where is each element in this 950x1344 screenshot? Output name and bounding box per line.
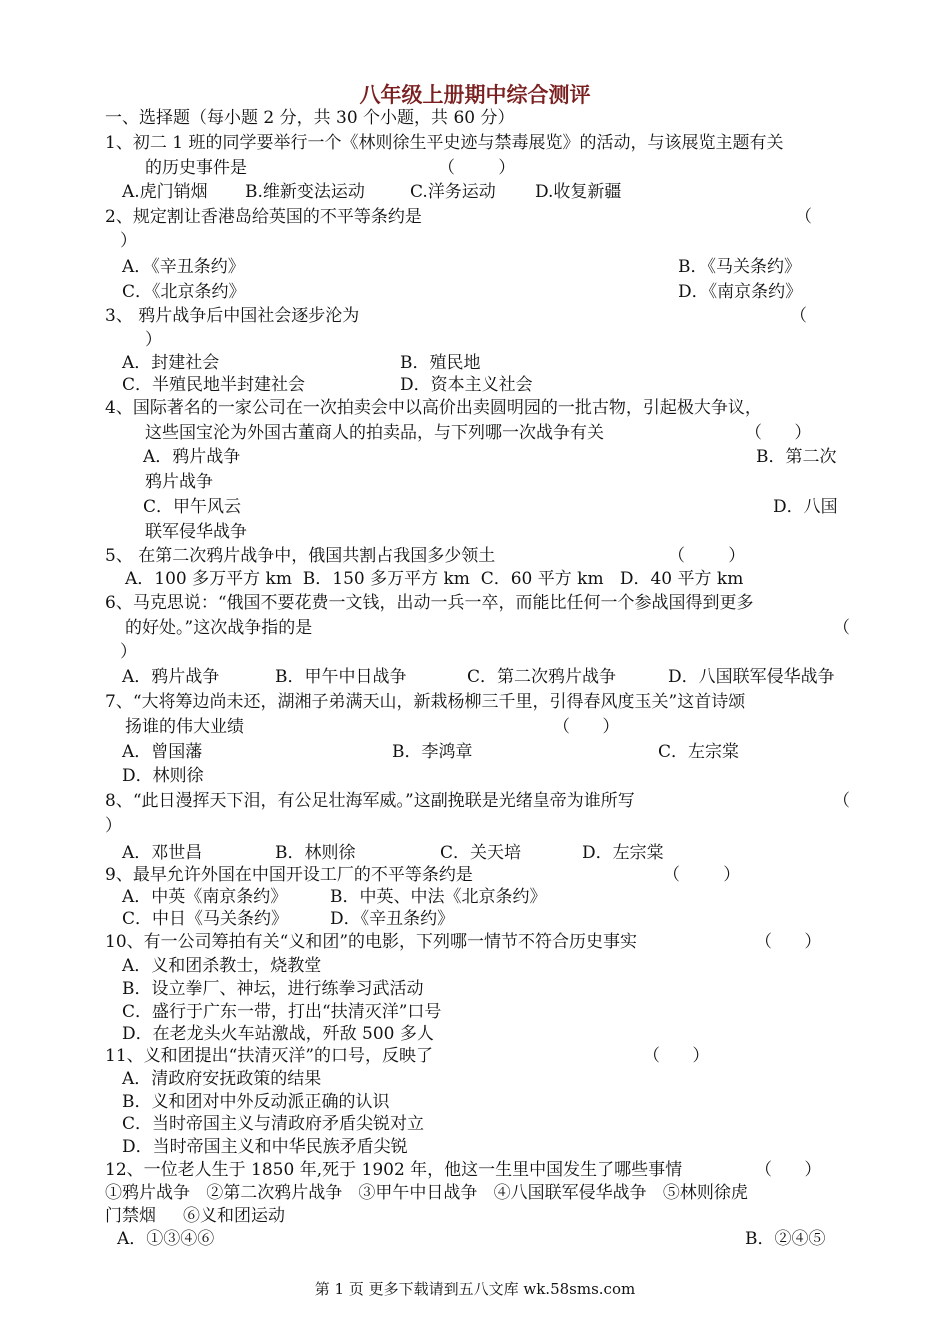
question-2-option-c: C．《北京条约》 (122, 282, 246, 302)
question-8-option-b: B．林则徐 (275, 843, 356, 863)
question-9-option-d: D．《辛丑条约》 (330, 909, 455, 929)
question-7-option-b: B．李鸿章 (392, 742, 473, 762)
question-11-option-d: D．当时帝国主义和中华民族矛盾尖锐 (122, 1137, 408, 1157)
question-4-line-1: 4、国际著名的一家公司在一次拍卖会中以高价出卖圆明园的一批古物，引起极大争议， (105, 398, 762, 418)
question-7-option-a: A．曾国藩 (122, 742, 203, 762)
question-4-option-a: A．鸦片战争 (143, 447, 241, 467)
question-8-option-a: A．邓世昌 (122, 843, 203, 863)
question-7-line-1: 7、“大将筹边尚未还，湖湘子弟满天山，新栽杨柳三千里，引得春风度玉关”这首诗颂 (105, 692, 746, 712)
answer-paren: （ ） (755, 932, 822, 952)
answer-paren: （ ） (438, 158, 516, 178)
answer-paren: （ ） (755, 1160, 822, 1180)
answer-paren-open: （ (833, 791, 850, 811)
question-10-option-d: D．在老龙头火车站激战，歼敌 500 多人 (122, 1024, 434, 1044)
page-title: 八年级上册期中综合测评 (359, 82, 591, 107)
question-6-option-a: A．鸦片战争 (122, 667, 220, 687)
question-6-line-2: 的好处。”这次战争指的是 (125, 618, 313, 638)
question-9-line-1: 9、最早允许外国在中国开设工厂的不平等条约是 (105, 865, 473, 885)
question-12-line-1: 12、一位老人生于 1850 年,死于 1902 年，他这一生里中国发生了哪些事情 (105, 1160, 683, 1180)
question-5-options: A．100 多万平方 km B．150 多万平方 km C．60 平方 km D．40 平方 km (125, 569, 744, 589)
page-footer: 第 1 页 更多下载请到五八文库 wk.58sms.com (314, 1280, 636, 1298)
question-3-option-d: D．资本主义社会 (400, 375, 533, 395)
question-1-line-2: 的历史事件是 (145, 158, 247, 178)
answer-paren-close: ） (105, 816, 122, 836)
question-7-option-d: D．林则徐 (122, 766, 204, 786)
question-8-option-d: D．左宗棠 (582, 843, 664, 863)
question-7-option-c: C．左宗棠 (658, 742, 740, 762)
question-11-option-a: A．清政府安抚政策的结果 (122, 1069, 322, 1089)
question-6-line-1: 6、马克思说：“俄国不要花费一文钱，出动一兵一卒，而能比任何一个参战国得到更多 (105, 593, 754, 613)
question-10-option-b: B．设立拳厂、神坛，进行练拳习武活动 (122, 979, 424, 999)
question-1-line-1: 1、初二 1 班的同学要举行一个《林则徐生平史迹与禁毒展览》的活动，与该展览主题有关 (105, 133, 784, 153)
answer-paren-close: ） (120, 231, 137, 251)
answer-paren-close: ） (120, 642, 137, 662)
question-8-line-1: 8、“此日漫挥天下泪，有公足壮海军威。”这副挽联是光绪皇帝为谁所写 (105, 791, 635, 811)
question-2-option-d: D．《南京条约》 (678, 282, 803, 302)
question-8-option-c: C．关天培 (440, 843, 522, 863)
answer-paren: （ ） (663, 865, 741, 885)
answer-paren-open: （ (795, 207, 812, 227)
question-2-option-b: B．《马关条约》 (678, 257, 801, 277)
question-10-option-c: C．盛行于广东一带，打出“扶清灭洋”口号 (122, 1002, 442, 1022)
question-3-line-1: 3、 鸦片战争后中国社会逐步沦为 (105, 306, 360, 326)
question-5-line-1: 5、 在第二次鸦片战争中，俄国共割占我国多少领土 (105, 546, 496, 566)
question-1-option-d: D.收复新疆 (535, 182, 622, 202)
question-12-line-3: 门禁烟 ⑥义和团运动 (105, 1206, 286, 1226)
answer-paren: （ ） (668, 546, 746, 566)
question-10-option-a: A．义和团杀教士，烧教堂 (122, 956, 322, 976)
question-11-option-c: C．当时帝国主义与清政府矛盾尖锐对立 (122, 1114, 425, 1134)
answer-paren-open: （ (833, 618, 850, 638)
question-10-line-1: 10、有一公司筹拍有关“义和团”的电影，下列哪一情节不符合历史事实 (105, 932, 638, 952)
question-4-option-d: D．八国 (773, 497, 838, 517)
question-4-option-b-cont: 鸦片战争 (145, 472, 213, 492)
answer-paren: （ ） (643, 1046, 710, 1066)
question-4-line-2: 这些国宝沦为外国古董商人的拍卖品，与下列哪一次战争有关 (145, 423, 604, 443)
question-3-option-a: A．封建社会 (122, 353, 220, 373)
question-7-line-2: 扬谁的伟大业绩 (125, 717, 244, 737)
question-6-option-c: C．第二次鸦片战争 (467, 667, 617, 687)
question-11-line-1: 11、义和团提出“扶清灭洋”的口号，反映了 (105, 1046, 434, 1066)
question-4-option-b: B．第二次 (756, 447, 837, 467)
answer-paren-open: （ (790, 306, 807, 326)
question-9-option-a: A．中英《南京条约》 (122, 887, 288, 907)
question-1-option-a: A.虎门销烟 (122, 182, 208, 202)
question-1-option-b: B.维新变法运动 (245, 182, 365, 202)
question-2-option-a: A．《辛丑条约》 (122, 257, 245, 277)
question-1-option-c: C.洋务运动 (410, 182, 496, 202)
answer-paren-close: ） (145, 330, 162, 350)
section-heading: 一、选择题（每小题 2 分，共 30 个小题，共 60 分） (105, 108, 515, 128)
question-11-option-b: B．义和团对中外反动派正确的认识 (122, 1092, 390, 1112)
answer-paren: （ ） (553, 717, 620, 737)
question-2-line-1: 2、规定割让香港岛给英国的不平等条约是 (105, 207, 422, 227)
question-4-option-c: C．甲午风云 (143, 497, 242, 517)
question-12-option-b: B．②④⑤ (745, 1229, 826, 1249)
question-9-option-c: C．中日《马关条约》 (122, 909, 289, 929)
question-3-option-c: C．半殖民地半封建社会 (122, 375, 306, 395)
question-6-option-b: B．甲午中日战争 (275, 667, 407, 687)
question-6-option-d: D．八国联军侵华战争 (668, 667, 835, 687)
question-12-line-2: ①鸦片战争 ②第二次鸦片战争 ③甲午中日战争 ④八国联军侵华战争 ⑤林则徐虎 (105, 1183, 748, 1203)
question-3-option-b: B．殖民地 (400, 353, 481, 373)
answer-paren: （ ） (745, 423, 812, 443)
question-9-option-b: B．中英、中法《北京条约》 (330, 887, 547, 907)
question-4-option-d-cont: 联军侵华战争 (145, 522, 247, 542)
question-12-option-a: A．①③④⑥ (117, 1229, 215, 1249)
